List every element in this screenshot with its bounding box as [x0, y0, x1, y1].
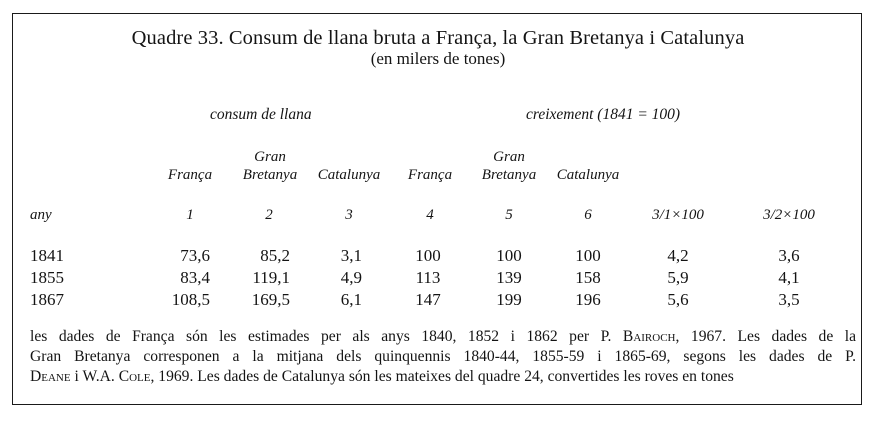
- colnum-4: 4: [426, 207, 434, 223]
- colnum-5: 5: [505, 207, 513, 223]
- value-cell: 5,9: [667, 268, 689, 287]
- value-cell: 4,9: [340, 268, 362, 287]
- colnum-3: 3: [345, 207, 353, 223]
- value-cell: 139: [496, 268, 522, 287]
- colhead-gran-bretanya-1: [243, 148, 297, 184]
- note-line-3: Deane i W.A. Cole, 1969. Les dades de Catalunya són les mateixes del quadre 24, convertides les roves en tones: [30, 368, 734, 385]
- value-cell: 147: [415, 290, 441, 309]
- value-cell: 83,4: [180, 268, 210, 287]
- value-cell: 73,6: [180, 246, 210, 265]
- value-cell: 108,5: [171, 290, 210, 309]
- colhead-franca-2: França: [407, 167, 453, 183]
- table-title: Quadre 33. Consum de llana bruta a França, la Gran Bretanya i Catalunya: [131, 27, 745, 49]
- value-cell: 196: [575, 290, 601, 309]
- value-cell: 100: [496, 246, 522, 265]
- table-note: [30, 327, 856, 387]
- value-cell: 3,6: [778, 246, 800, 265]
- year-cell: 1855: [30, 268, 64, 287]
- note-line-2: Gran Bretanya corresponen a la mitjana dels quinquennis 1840-44, 1855-59 i 1865-69, segons les dades de P.: [30, 348, 856, 365]
- group-header-consum: consum de llana: [210, 106, 312, 123]
- value-cell: 158: [575, 268, 601, 287]
- year-cell: 1867: [30, 290, 64, 309]
- value-cell: 5,6: [667, 290, 689, 309]
- value-cell: 199: [496, 290, 522, 309]
- colhead-catalunya-2: Catalunya: [556, 167, 620, 183]
- colhead-gran-1: Gran: [254, 149, 286, 165]
- value-cell: 6,1: [340, 290, 362, 309]
- author-cole: Cole: [118, 368, 151, 385]
- table-subtitle: (en milers de tones): [370, 49, 506, 68]
- colhead-bretanya-2: Bretanya: [481, 167, 537, 183]
- value-cell: 113: [415, 268, 441, 287]
- colhead-gran-bretanya-2: [482, 148, 536, 184]
- colhead-bretanya-1: Bretanya: [242, 167, 298, 183]
- group-header-creixement: creixement (1841 = 100): [526, 106, 681, 123]
- colnum-7: 3/1×100: [652, 207, 704, 223]
- value-cell: 85,2: [260, 246, 290, 265]
- colhead-franca-1: França: [167, 167, 213, 183]
- author-deane: Deane: [30, 368, 71, 385]
- colnum-1: 1: [186, 207, 194, 223]
- value-cell: 100: [415, 246, 441, 265]
- value-cell: 100: [575, 246, 601, 265]
- author-bairoch: Bairoch: [622, 328, 676, 345]
- colhead-catalunya-1: Catalunya: [317, 167, 381, 183]
- value-cell: 169,5: [251, 290, 290, 309]
- value-cell: 4,2: [667, 246, 689, 265]
- year-cell: 1841: [30, 246, 64, 265]
- value-cell: 4,1: [778, 268, 800, 287]
- colnum-2: 2: [265, 207, 273, 223]
- colhead-gran-2: Gran: [493, 149, 525, 165]
- row-header-any: any: [30, 207, 52, 223]
- value-cell: 119,1: [252, 268, 290, 287]
- value-cell: 3,5: [778, 290, 800, 309]
- note-line-1: les dades de França són les estimades per als anys 1840, 1852 i 1862 per P. Bairoch, 1967. Les dades de la: [30, 328, 857, 345]
- colnum-6: 6: [584, 207, 592, 223]
- value-cell: 3,1: [340, 246, 362, 265]
- colnum-8: 3/2×100: [763, 207, 815, 223]
